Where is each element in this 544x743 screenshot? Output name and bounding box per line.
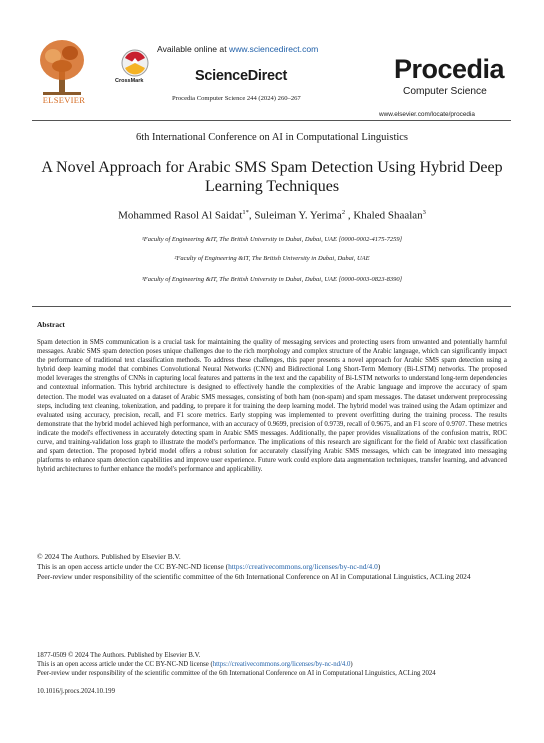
oa-suffix: ) — [377, 562, 381, 571]
doi-line[interactable]: 10.1016/j.procs.2024.10.199 — [37, 688, 115, 695]
license-link[interactable]: https://creativecommons.org/licenses/by-nc-nd/4.0 — [228, 562, 378, 571]
footer-oa-suffix: ) — [350, 661, 353, 668]
issn-line: 1877-0509 © 2024 The Authors. Published by Elsevier B.V. — [37, 652, 201, 659]
available-online-line — [157, 44, 318, 54]
author-name: Mohammed Rasol Al Saidat — [118, 209, 243, 222]
brand-url[interactable]: www.elsevier.com/locate/procedia — [379, 111, 475, 118]
copyright-line: © 2024 The Authors. Published by Elsevier B.V. — [37, 552, 181, 561]
conference-name: 6th International Conference on AI in Computational Linguistics — [135, 132, 409, 143]
abstract-divider — [32, 306, 511, 307]
platform-title: ScienceDirect — [195, 68, 288, 84]
footer-license-link[interactable]: https://creativecommons.org/licenses/by-nc-nd/4.0 — [212, 661, 351, 668]
crossmark-label: CrossMark — [115, 78, 144, 84]
footer-oa-prefix: This is an open access article under the CC BY-NC-ND license ( — [37, 661, 213, 668]
footer-open-access-line — [37, 661, 507, 670]
affiliation-3: ³Faculty of Engineering &IT, The British University in Dubai, Dubai, UAE [0000-0003-0823-8390] — [141, 276, 403, 283]
brand-title: Procedia — [394, 54, 505, 84]
author-separator: , — [345, 209, 354, 222]
crossmark-icon[interactable] — [118, 47, 152, 81]
author-mark: 2 — [341, 209, 346, 216]
author-mark: 1* — [242, 209, 249, 216]
affiliation-1: ¹Faculty of Engineering &IT, The British University in Dubai, Dubai, UAE [0000-0002-4175-7259] — [141, 236, 403, 243]
author-list — [0, 209, 544, 222]
publisher-name: ELSEVIER — [42, 95, 86, 105]
sciencedirect-link[interactable]: www.sciencedirect.com — [229, 44, 319, 54]
abstract-heading: Abstract — [37, 320, 65, 329]
paper-title: A Novel Approach for Arabic SMS Spam Detection Using Hybrid Deep Learning Techniques — [41, 159, 503, 195]
header-divider — [32, 120, 511, 121]
available-prefix: Available online at — [157, 44, 229, 54]
peer-review-statement: Peer-review under responsibility of the scientific committee of the 6th International Conference on AI in Computational Linguistics, ACLing 2024 — [37, 572, 471, 581]
author-name: Suleiman Y. Yerima — [254, 209, 342, 222]
author-separator: , — [248, 209, 255, 222]
brand-subtitle: Computer Science — [403, 86, 487, 97]
abstract-text: Spam detection in SMS communication is a crucial task for maintaining the quality of messaging services and protecting users from unwanted and potentially harmful messages. Arabic SMS spam detection poses unique challenges due to the rich morphology and complex structure of the Arabic language, which can significantly impact the performance of traditional text classification methods. To address these challenges, this paper presents a novel approach for Arabic SMS spam detection using a hybrid deep learning model that combines Convolutional Neural Networks (CNN) and Bidirectional Long Short-Term Memory (Bi-LSTM) networks. The proposed model leverages the strengths of CNNs in capturing local features and patterns in the text and the capability of Bi-LSTM networks to understand long-term dependencies and contextual information. This hybrid architecture is designed to effectively handle the complexities of the Arabic language and improve the accuracy of spam detection. The model was evaluated on a dataset of Arabic SMS messages, consisting of both ham (non-spam) and spam messages. The dataset underwent preprocessing steps, including text cleaning, tokenization, and padding, to prepare it for training the deep learning model. The hybrid model was trained using the Adam optimizer and evaluated using accuracy, precision, recall, and F1 score metrics. Early stopping was implemented to prevent overfitting during the training process. The results demonstrate that the hybrid model achieved high performance, with an accuracy of 0.9699, precision of 0.9739, recall of 0.9675, and an F1 score of 0.9707. These metrics indicate the model's effectiveness in accurately detecting spam in Arabic SMS messages. Additionally, the paper provides visualizations of the confusion matrix, ROC curve, and training-validation loss graph to illustrate the model's performance. The implications of this research are significant for the field of Arabic text classification and spam detection. The proposed hybrid model offers a robust solution for accurately classifying Arabic SMS messages, which can be integrated into messaging platforms to enhance spam detection capabilities and improve user experience. Future work could explore data augmentation techniques, transfer learning, and advanced hybrid architectures to further enhance the model's performance and applicability. — [37, 339, 508, 474]
author-name: Khaled Shaalan — [353, 209, 423, 222]
footer-peer-review: Peer-review under responsibility of the scientific committee of the 6th International Conference on AI in Computational Linguistics, ACLing 2024 — [37, 670, 436, 677]
journal-citation-line: Procedia Computer Science 244 (2024) 260–267 — [172, 95, 301, 102]
affiliation-2: ²Faculty of Engineering &IT, The British University in Dubai, Dubai, UAE — [174, 255, 370, 262]
open-access-line — [37, 562, 507, 571]
author-mark: 3 — [422, 209, 426, 216]
oa-prefix: This is an open access article under the CC BY-NC-ND license ( — [37, 562, 229, 571]
